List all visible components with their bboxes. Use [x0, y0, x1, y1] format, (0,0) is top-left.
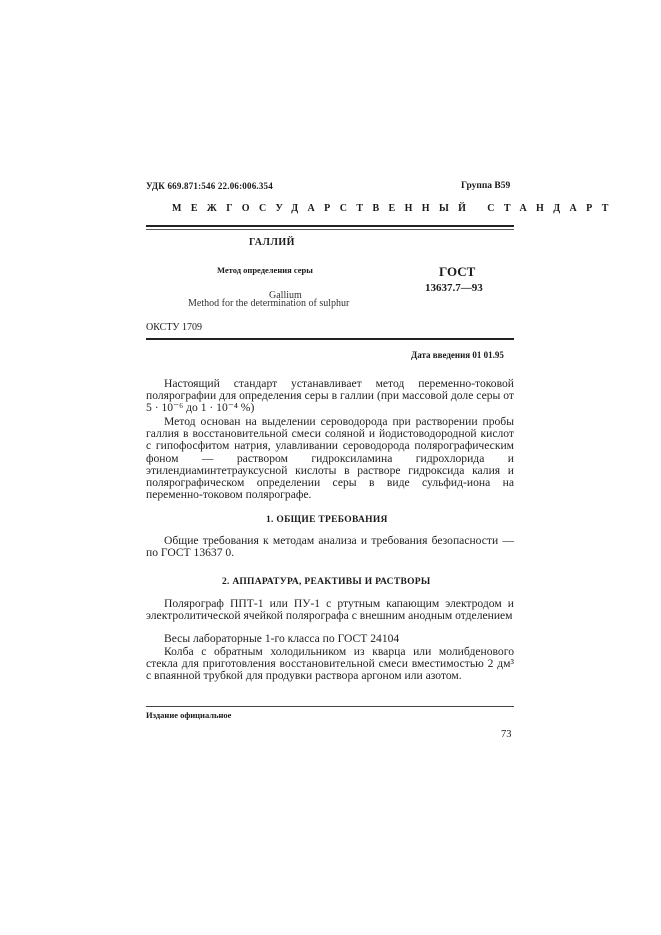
document-subtitle-en: Method for the determination of sulphur: [188, 298, 350, 309]
effective-date: Дата введения 01 01.95: [411, 350, 504, 360]
paragraph-scope: Настоящий стандарт устанавливает метод переменно-токовой полярографии для определения серы в галлии (при массовой доле серы от 5 · 10⁻⁶ до 1 · 10⁻⁴ %): [146, 377, 514, 415]
paragraph-scales: Весы лабораторные 1-го класса по ГОСТ 24104: [164, 632, 400, 645]
paragraph-flask: Колба с обратным холодильником из кварца или молибденового стекла для приготовления восстановительной смеси вместимостью 2 дм³ с впаянной трубкой для продувки раствора аргоном или азотом.: [146, 645, 514, 683]
udk-code: УДК 669.871:546 22.06:006.354: [146, 181, 273, 191]
okstu-code: ОКСТУ 1709: [146, 322, 203, 333]
group-code: Группа В59: [461, 181, 511, 191]
header-divider: [146, 225, 514, 227]
footer-divider: [146, 706, 514, 707]
official-edition-note: Издание официальное: [146, 710, 232, 720]
gost-label: ГОСТ: [439, 264, 476, 279]
section-heading-apparatus: 2. АППАРАТУРА, РЕАКТИВЫ И РАСТВОРЫ: [222, 577, 431, 587]
section-heading-general: 1. ОБЩИЕ ТРЕБОВАНИЯ: [266, 515, 388, 525]
document-title-en: Gallium: [269, 290, 302, 301]
paragraph-polarograph: Полярограф ППТ-1 или ПУ-1 с ртутным капающим электродом и электролитической ячейкой полярографа с внешним анодным отделением: [146, 597, 514, 623]
interstate-standard-heading: МЕЖГОСУДАРСТВЕННЫЙ СТАНДАРТ: [172, 203, 618, 214]
page-number: 73: [501, 729, 512, 740]
gost-number: 13637.7—93: [425, 282, 483, 294]
paragraph-general-requirements: Общие требования к методам анализа и требования безопасности — по ГОСТ 13637 0.: [146, 534, 514, 560]
paragraph-method: Метод основан на выделении сероводорода при растворении пробы галлия в восстановительной смеси соляной и йодистоводородной кислот с гипофосфитом натрия, улавливании сероводорода полярографическим фоном — раствором гидроксиламина гидрохлорида и этилендиаминтетрауксусной кислоты в растворе гидроксида калия и полярографическом определении серы в виде сульфид-иона на переменно-токовом полярографе.: [146, 415, 514, 502]
document-subtitle: Метод определения серы: [217, 265, 313, 275]
title-divider: [146, 338, 514, 340]
header-divider-thin: [146, 229, 514, 230]
document-title: ГАЛЛИЙ: [249, 237, 295, 248]
